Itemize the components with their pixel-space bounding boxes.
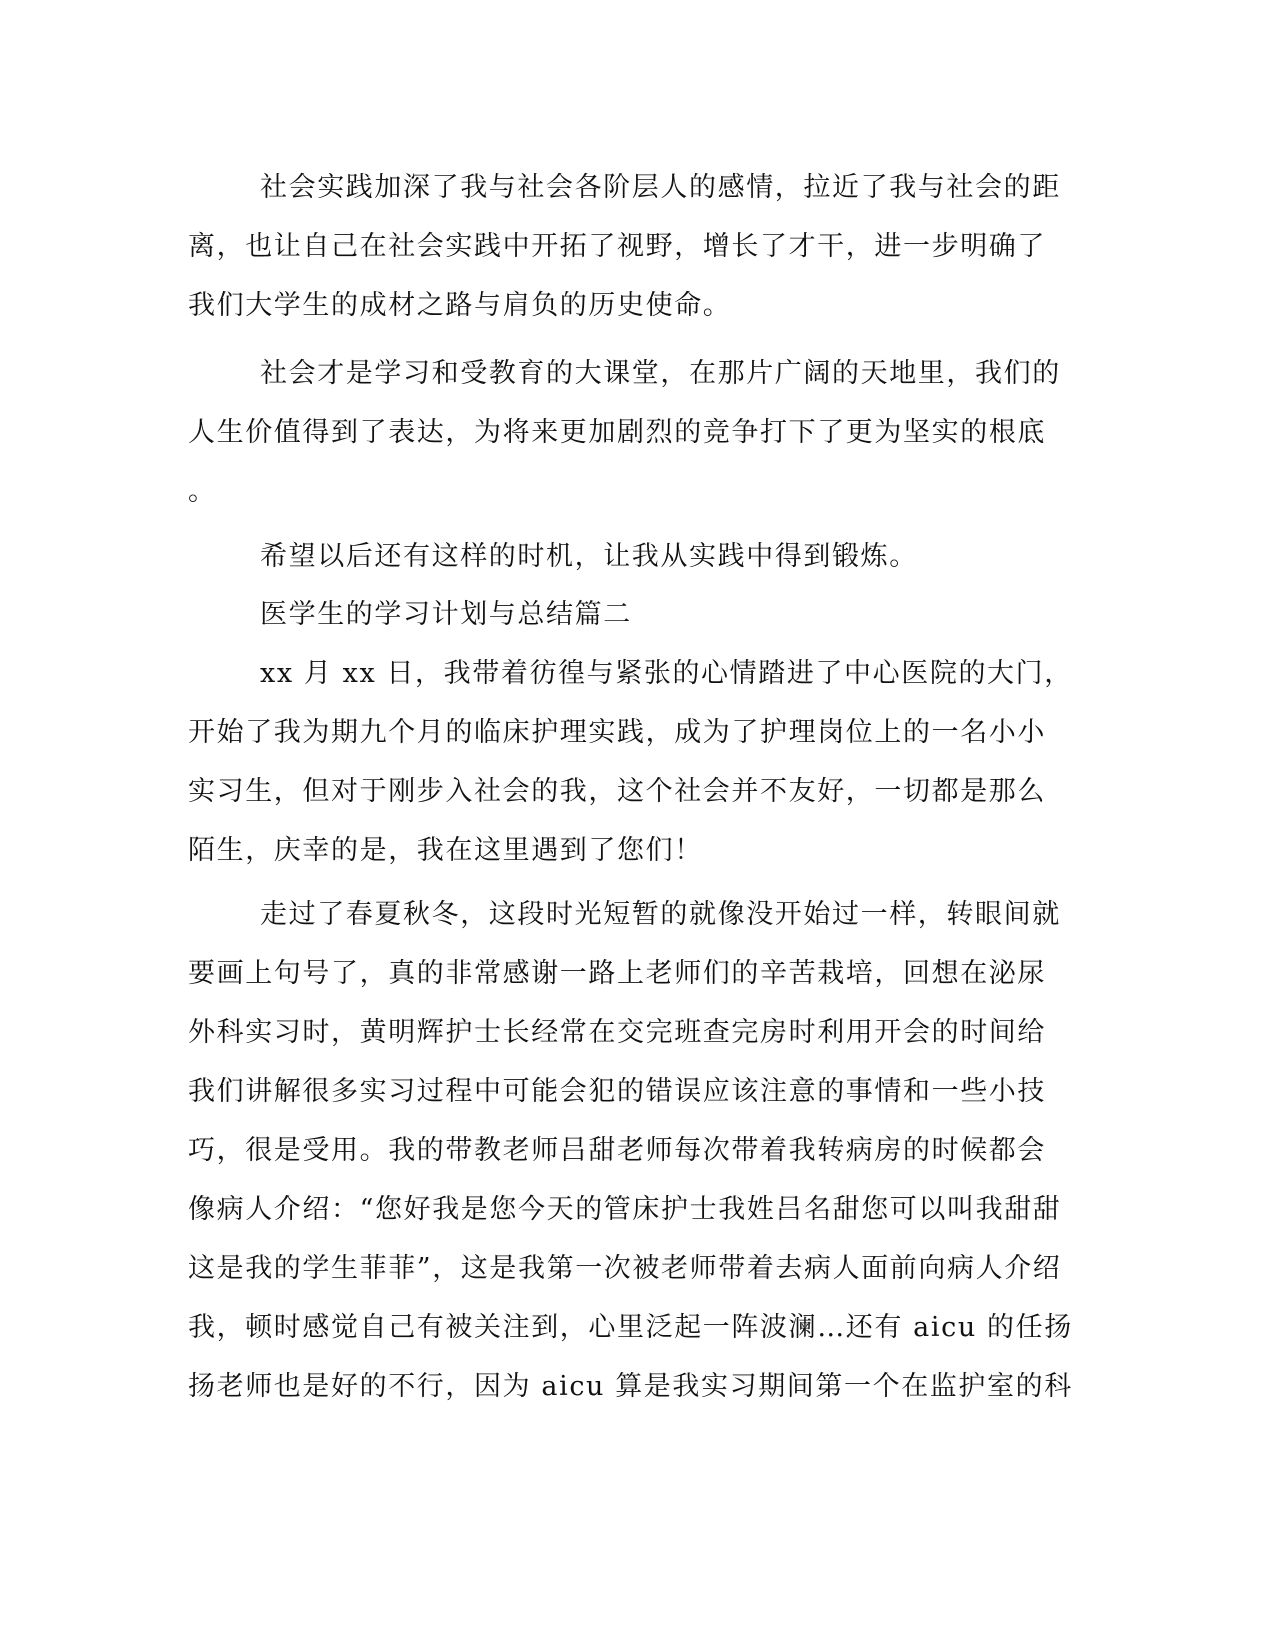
paragraph-line: 这是我的学生菲菲”，这是我第一次被老师带着去病人面前向病人介绍 <box>188 1253 1062 1284</box>
paragraph-line: 扬老师也是好的不行，因为 aicu 算是我实习期间第一个在监护室的科 <box>188 1371 1073 1402</box>
paragraph-line: 离，也让自己在社会实践中开拓了视野，增长了才干，进一步明确了 <box>188 231 1046 262</box>
paragraph-line: xx 月 xx 日，我带着彷徨与紧张的心情踏进了中心医院的大门， <box>260 658 1073 689</box>
paragraph-line: 。 <box>188 476 217 507</box>
paragraph-line: 人生价值得到了表达，为将来更加剧烈的竞争打下了更为坚实的根底 <box>188 417 1046 448</box>
paragraph-line: 像病人介绍：“您好我是您今天的管床护士我姓吕名甜您可以叫我甜甜 <box>188 1194 1062 1225</box>
paragraph-line: 我，顿时感觉自己有被关注到，心里泛起一阵波澜…还有 aicu 的任扬 <box>188 1312 1073 1343</box>
paragraph-line: 实习生，但对于刚步入社会的我，这个社会并不友好，一切都是那么 <box>188 776 1046 807</box>
section-heading: 医学生的学习计划与总结篇二 <box>260 599 632 630</box>
paragraph-line: 社会实践加深了我与社会各阶层人的感情，拉近了我与社会的距 <box>260 172 1061 203</box>
paragraph-line: 巧，很是受用。我的带教老师吕甜老师每次带着我转病房的时候都会 <box>188 1135 1046 1166</box>
paragraph-line: 要画上句号了，真的非常感谢一路上老师们的辛苦栽培，回想在泌尿 <box>188 958 1046 989</box>
paragraph-line: 我们大学生的成材之路与肩负的历史使命。 <box>188 290 732 321</box>
paragraph-line: 开始了我为期九个月的临床护理实践，成为了护理岗位上的一名小小 <box>188 717 1046 748</box>
paragraph-line: 外科实习时，黄明辉护士长经常在交完班查完房时利用开会的时间给 <box>188 1017 1046 1048</box>
paragraph-line: 社会才是学习和受教育的大课堂，在那片广阔的天地里，我们的 <box>260 358 1061 389</box>
paragraph-line: 陌生，庆幸的是，我在这里遇到了您们！ <box>188 835 703 866</box>
paragraph-line: 走过了春夏秋冬，这段时光短暂的就像没开始过一样，转眼间就 <box>260 899 1061 930</box>
paragraph-line: 希望以后还有这样的时机，让我从实践中得到锻炼。 <box>260 541 918 572</box>
paragraph-line: 我们讲解很多实习过程中可能会犯的错误应该注意的事情和一些小技 <box>188 1076 1046 1107</box>
